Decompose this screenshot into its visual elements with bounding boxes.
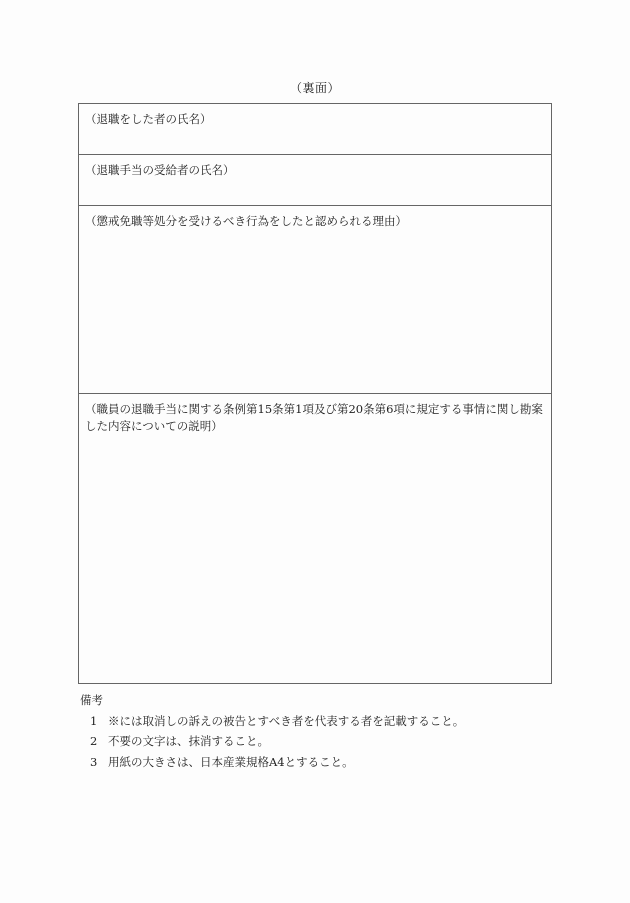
note-text: ※には取消しの訴えの被告とすべき者を代表する者を記載すること。 [108,713,465,728]
note-item [80,711,464,732]
notes-title: 備考 [80,693,103,707]
disciplinary-reason-field[interactable] [79,206,551,394]
recipient-name-field[interactable] [79,155,551,206]
recipient-name-label: （退職手当の受給者の氏名） [85,163,235,177]
considered-circumstances-label: （職員の退職手当に関する条例第15条第1項及び第20条第6項に規定する事情に関し勘案した内容についての説明） [85,402,543,433]
retiree-name-field[interactable] [79,104,551,155]
note-text: 用紙の大きさは、日本産業規格A4とすること。 [108,754,354,769]
form-table [78,103,552,684]
disciplinary-reason-label: （懲戒免職等処分を受けるべき行為をしたと認められる理由） [85,214,407,228]
considered-circumstances-field[interactable] [79,394,551,683]
page-heading: （裏面） [289,81,340,95]
note-item [80,731,464,752]
retiree-name-label: （退職をした者の氏名） [85,112,212,126]
note-item [80,752,464,773]
note-number: 1 [90,713,98,728]
note-number: 2 [90,734,98,748]
note-number: 3 [90,754,98,769]
notes-section [80,690,464,772]
note-text: 不要の文字は、抹消すること。 [108,734,269,748]
